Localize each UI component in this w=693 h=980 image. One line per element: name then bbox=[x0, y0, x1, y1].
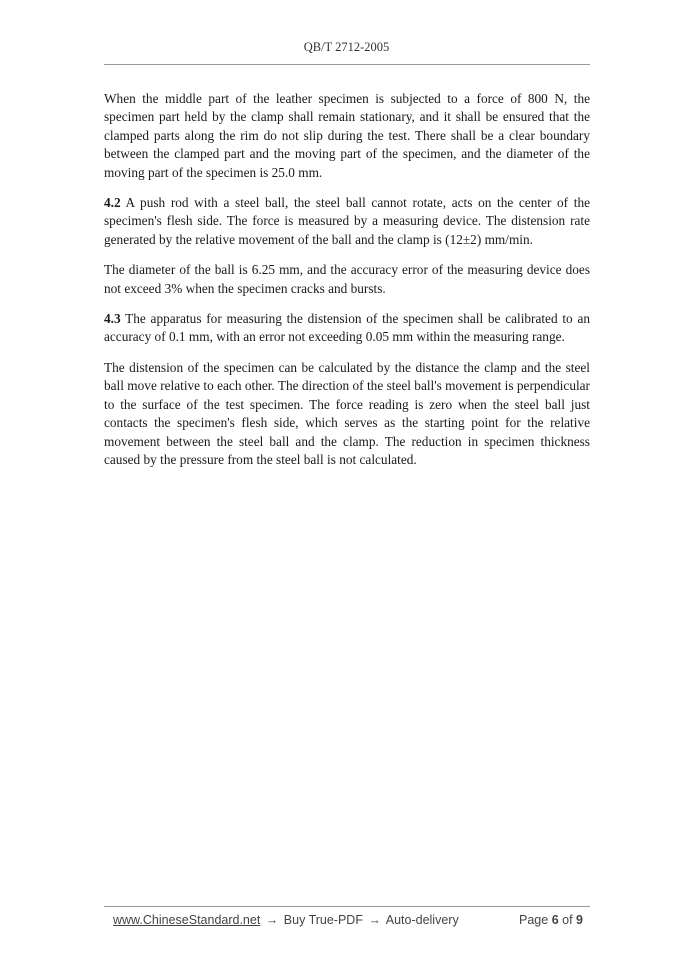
document-body bbox=[104, 90, 590, 481]
page-total: 9 bbox=[576, 913, 583, 927]
paragraph-text: A push rod with a steel ball, the steel ball cannot rotate, acts on the center of the specimen's flesh side. The force is measured by a measuring device. The distension rate generated by the relative movement of the ball and the clamp is (12±2) mm/min. bbox=[104, 195, 590, 247]
document-header: QB/T 2712-2005 bbox=[303, 40, 390, 54]
auto-delivery-text: Auto-delivery bbox=[385, 913, 459, 927]
page-of-label: of bbox=[562, 913, 573, 927]
footer-divider bbox=[104, 906, 590, 907]
document-footer bbox=[113, 913, 583, 927]
paragraph bbox=[104, 90, 590, 182]
arrow-right-icon: → bbox=[368, 913, 381, 927]
paragraph bbox=[104, 359, 590, 469]
paragraph-text: The distension of the specimen can be calculated by the distance the clamp and the steel ball move relative to each other. The direction of the steel ball's movement is perpendicular to the surface of the test specimen. The force reading is zero when the steel ball just contacts the specimen's flesh side, which serves as the starting point for the relative movement between the steel ball and the clamp. The reduction in specimen thickness caused by the pressure from the steel ball is not calculated. bbox=[104, 359, 590, 467]
page-current: 6 bbox=[551, 913, 559, 927]
section-number: 4.2 bbox=[104, 195, 121, 211]
paragraph bbox=[104, 261, 590, 298]
paragraph-text: The apparatus for measuring the distension of the specimen shall be calibrated to an accuracy of 0.1 mm, with an error not exceeding 0.05 mm within the measuring range. bbox=[104, 311, 590, 345]
page-label: Page bbox=[519, 913, 549, 927]
page-indicator bbox=[519, 913, 583, 927]
paragraph bbox=[104, 310, 590, 347]
arrow-right-icon: → bbox=[265, 913, 279, 927]
paragraph-text: When the middle part of the leather specimen is subjected to a force of 800 N, the specimen part held by the clamp shall remain stationary, and it shall be ensured that the clamped parts along the rim do not slip during the test. There shall be a clear boundary between the clamped part and the moving part of the specimen, and the diameter of the moving part of the specimen is 25.0 mm. bbox=[104, 91, 590, 180]
section-number: 4.3 bbox=[104, 311, 121, 327]
paragraph-text: The diameter of the ball is 6.25 mm, and the accuracy error of the measuring device does not exceed 3% when the specimen cracks and bursts. bbox=[104, 262, 590, 296]
paragraph bbox=[104, 194, 590, 249]
header-divider bbox=[104, 64, 590, 65]
website-link[interactable]: www.ChineseStandard.net bbox=[113, 913, 261, 927]
buy-pdf-text: Buy True-PDF bbox=[283, 913, 363, 927]
